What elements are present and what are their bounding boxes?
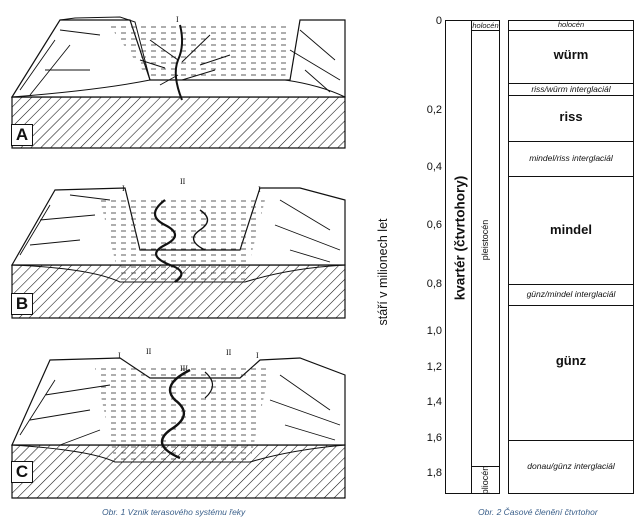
period-riss-wurm: riss/würm interglaciál	[531, 84, 611, 94]
tick-label: 1,2	[426, 361, 442, 373]
terrace-label-b-3: I	[258, 185, 261, 194]
period-divider	[508, 284, 634, 285]
terrace-label-b-1: I	[122, 184, 125, 193]
terrace-label-c-5: I	[256, 351, 259, 360]
tick-label: 0	[435, 15, 442, 27]
tick-label: 0,4	[426, 161, 442, 173]
era-label: kvartér (čtvrtohory)	[452, 175, 468, 301]
period-donau-gunz: donau/günz interglaciál	[527, 461, 615, 471]
terrace-label-c-1: I	[118, 351, 121, 360]
block-c	[12, 358, 345, 498]
period-mindel: mindel	[550, 222, 592, 237]
period-divider	[508, 95, 634, 96]
period-holocene: holocén	[557, 20, 585, 29]
block-a	[12, 17, 345, 148]
epoch-pleistocene-label: pleistocén	[480, 219, 490, 261]
tick-label: 1,4	[426, 396, 442, 408]
figure1-caption: Obr. 1 Vznik terasového systému řeky	[102, 507, 246, 517]
period-riss: riss	[559, 109, 583, 124]
panel-label-b: B	[11, 293, 33, 315]
period-gunz-mindel: günz/mindel interglaciál	[526, 289, 616, 299]
epoch-holocene-label: holocén	[472, 21, 499, 30]
tick-label: 0,8	[426, 278, 442, 290]
panel-label-a: A	[11, 124, 33, 146]
tick-label: 1,0	[426, 325, 442, 337]
terrace-label-b-2: II	[180, 177, 186, 186]
period-wurm: würm	[553, 47, 589, 62]
period-divider	[508, 30, 634, 31]
tick-label: 0,6	[426, 219, 442, 231]
terrace-label-c-2: II	[146, 347, 152, 356]
epoch-pliocene-label: pliocén	[480, 465, 490, 495]
period-divider	[508, 176, 634, 177]
y-axis-label: stáří v milionech let	[376, 218, 390, 326]
terrace-label-c-4: II	[226, 348, 232, 357]
panel-label-c: C	[11, 461, 33, 483]
period-mindel-riss: mindel/riss interglaciál	[529, 153, 613, 163]
period-divider	[508, 305, 634, 306]
terrace-label-a-1: I	[176, 15, 179, 24]
tick-label: 0,2	[426, 104, 442, 116]
tick-label: 1,8	[426, 467, 442, 479]
period-divider	[508, 440, 634, 441]
period-divider	[508, 141, 634, 142]
terrace-label-c-3: III	[180, 364, 188, 373]
tick-label: 1,6	[426, 432, 442, 444]
block-b	[12, 188, 345, 318]
figure2-caption: Obr. 2 Časové členění čtvrtohor	[478, 507, 598, 517]
period-gunz: günz	[555, 353, 587, 368]
